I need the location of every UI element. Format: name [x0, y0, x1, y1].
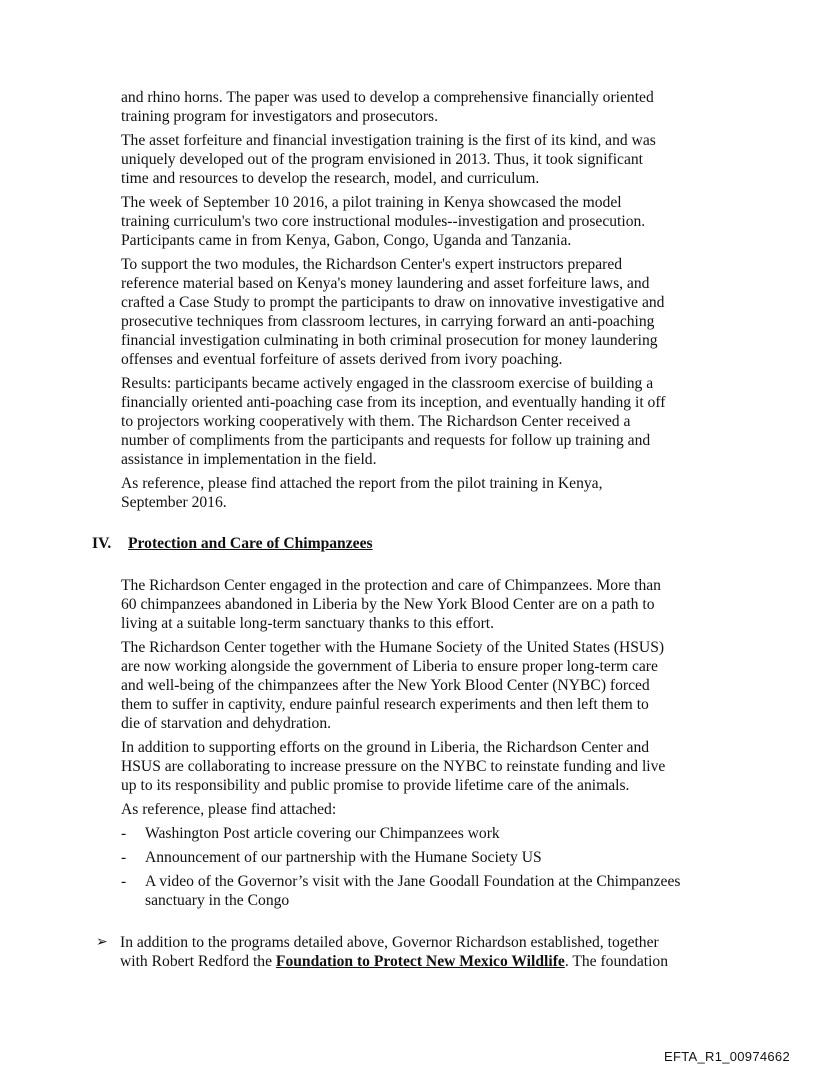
- text-line: In addition to the programs detailed above, Governor Richardson established, together: [120, 934, 659, 951]
- text-line: uniquely developed out of the program envisioned in 2013. Thus, it took significant: [121, 151, 644, 168]
- dash-bullet-icon: -: [121, 849, 127, 866]
- text-line: financially oriented anti-poaching case from its inception, and eventually handing it off: [121, 394, 666, 411]
- list-item: [121, 848, 761, 867]
- text-line: Participants came in from Kenya, Gabon, Congo, Uganda and Tanzania.: [121, 232, 572, 249]
- list-item-text: [145, 824, 761, 843]
- text-line: The week of September 10 2016, a pilot training in Kenya showcased the model: [121, 194, 622, 211]
- text-line: In addition to supporting efforts on the ground in Liberia, the Richardson Center and: [121, 739, 650, 756]
- text-line: up to its responsibility and public promise to provide lifetime care of the animals.: [121, 777, 630, 794]
- arrow-bullet-icon: ➢: [96, 935, 108, 950]
- text-line: offenses and eventual forfeiture of assets derived from ivory poaching.: [121, 351, 563, 368]
- paragraph: [121, 193, 761, 250]
- text-line: are now working alongside the government of Liberia to ensure proper long-term care: [121, 658, 658, 675]
- text-line: As reference, please find attached the report from the pilot training in Kenya,: [121, 475, 603, 492]
- text-line: sanctuary in the Congo: [145, 892, 290, 909]
- attachment-list: [121, 824, 761, 910]
- text-line: and rhino horns. The paper was used to develop a comprehensive financially oriented: [121, 89, 654, 106]
- text-fragment: . The foundation: [564, 953, 669, 970]
- document-id: EFTA_R1_00974662: [664, 1049, 790, 1064]
- list-item: [121, 824, 761, 843]
- text-line: them to suffer in captivity, endure painful research experiments and then left them to: [121, 696, 649, 713]
- text-line: training program for investigators and prosecutors.: [121, 108, 438, 125]
- text-line: number of compliments from the participants and requests for follow up training and: [121, 432, 651, 449]
- text-line: die of starvation and dehydration.: [121, 715, 332, 732]
- text-line: HSUS are collaborating to increase pressure on the NYBC to reinstate funding and live: [121, 758, 666, 775]
- list-item-text: [145, 872, 761, 910]
- text-line: 60 chimpanzees abandoned in Liberia by the New York Blood Center are on a path to: [121, 596, 655, 613]
- text-line: The Richardson Center together with the Humane Society of the United States (HSUS): [121, 639, 665, 656]
- section-top-body: [121, 88, 761, 517]
- text-line: crafted a Case Study to prompt the participants to draw on innovative investigative and: [121, 294, 665, 311]
- paragraph: [121, 88, 761, 126]
- section-number: IV.: [92, 535, 112, 552]
- text-line: September 2016.: [121, 494, 227, 511]
- text-line: time and resources to develop the research, model, and curriculum.: [121, 170, 540, 187]
- text-line: To support the two modules, the Richardson Center's expert instructors prepared: [121, 256, 623, 273]
- paragraph: [121, 800, 761, 819]
- text-line: The Richardson Center engaged in the protection and care of Chimpanzees. More than: [121, 577, 661, 594]
- dash-bullet-icon: -: [121, 873, 127, 890]
- paragraph: [121, 131, 761, 188]
- foundation-link[interactable]: Foundation to Protect New Mexico Wildlife: [275, 953, 565, 970]
- text-line: financial investigation culminating in both criminal prosecution for money laundering: [121, 332, 658, 349]
- text-line: reference material based on Kenya's money laundering and asset forfeiture laws, and: [121, 275, 650, 292]
- text-line: The asset forfeiture and financial investigation training is the first of its kind, and was: [121, 132, 656, 149]
- text-fragment: with Robert Redford the: [120, 953, 276, 970]
- text-line: training curriculum's two core instructional modules--investigation and prosecution.: [121, 213, 646, 230]
- text-line: to projectors working cooperatively with them. The Richardson Center received a: [121, 413, 631, 430]
- text-line: Results: participants became actively engaged in the classroom exercise of building a: [121, 375, 654, 392]
- text-line: living at a suitable long-term sanctuary thanks to this effort.: [121, 615, 495, 632]
- section-chimpanzees-body: [121, 576, 761, 915]
- text-line: prosecutive techniques from classroom lectures, in carrying forward an anti-poaching: [121, 313, 655, 330]
- section-heading: [92, 534, 373, 553]
- closing-paragraph: [96, 933, 776, 971]
- text-line: and well-being of the chimpanzees after the New York Blood Center (NYBC) forced: [121, 677, 650, 694]
- text-line: A video of the Governor’s visit with the Jane Goodall Foundation at the Chimpanzees: [145, 873, 681, 890]
- paragraph: [121, 638, 761, 733]
- paragraph: [121, 374, 761, 469]
- paragraph: [121, 255, 761, 369]
- text-line: As reference, please find attached:: [121, 801, 337, 818]
- text-line: Washington Post article covering our Chimpanzees work: [145, 825, 500, 842]
- list-item: [121, 872, 761, 910]
- list-item-text: [145, 848, 761, 867]
- paragraph: [121, 738, 761, 795]
- paragraph: [121, 576, 761, 633]
- paragraph: [121, 474, 761, 512]
- text-line: Announcement of our partnership with the Humane Society US: [145, 849, 542, 866]
- dash-bullet-icon: -: [121, 825, 127, 842]
- text-line: assistance in implementation in the field.: [121, 451, 377, 468]
- section-title: Protection and Care of Chimpanzees: [128, 535, 373, 552]
